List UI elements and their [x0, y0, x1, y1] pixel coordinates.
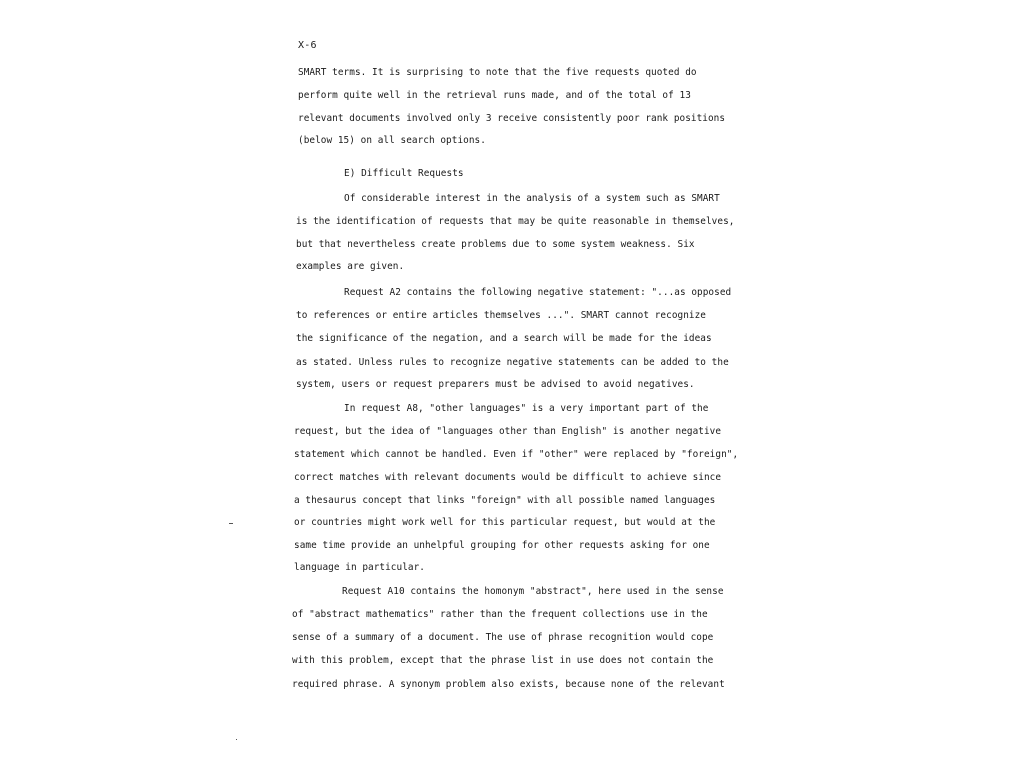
text-line: examples are given.: [296, 261, 405, 272]
text-line: or countries might work well for this particular request, but would at the: [294, 517, 716, 528]
text-line: with this problem, except that the phrase list in use does not contain the: [292, 655, 714, 666]
text-line: sense of a summary of a document. The use of phrase recognition would cope: [292, 632, 714, 643]
section-heading: E) Difficult Requests: [344, 168, 464, 179]
text-line: (below 15) on all search options.: [298, 135, 486, 146]
text-line: statement which cannot be handled. Even if "other" were replaced by "foreign",: [294, 449, 739, 460]
text-line: Request A2 contains the following negative statement: "...as opposed: [344, 287, 732, 298]
text-line: Of considerable interest in the analysis of a system such as SMART: [344, 193, 720, 204]
text-line: relevant documents involved only 3 receive consistently poor rank positions: [298, 113, 726, 124]
text-line: required phrase. A synonym problem also exists, because none of the relevant: [292, 679, 725, 690]
text-line: request, but the idea of "languages other than English" is another negative: [294, 426, 722, 437]
text-line: but that nevertheless create problems due to some system weakness. Six: [296, 239, 695, 250]
text-line: the significance of the negation, and a search will be made for the ideas: [296, 333, 712, 344]
text-line: Request A10 contains the homonym "abstract", here used in the sense: [342, 586, 724, 597]
text-line: of "abstract mathematics" rather than the frequent collections use in the: [292, 609, 708, 620]
scan-speck: [236, 739, 237, 740]
text-line: SMART terms. It is surprising to note that the five requests quoted do: [298, 67, 697, 78]
text-line: language in particular.: [294, 562, 425, 573]
text-line: system, users or request preparers must be advised to avoid negatives.: [296, 379, 695, 390]
text-line: to references or entire articles themselves ...". SMART cannot recognize: [296, 310, 706, 321]
text-line: a thesaurus concept that links "foreign" with all possible named languages: [294, 495, 716, 506]
text-line: same time provide an unhelpful grouping for other requests asking for one: [294, 540, 710, 551]
text-line: is the identification of requests that may be quite reasonable in themselves,: [296, 216, 735, 227]
text-line: correct matches with relevant documents would be difficult to achieve since: [294, 472, 722, 483]
page-number: X-6: [298, 40, 317, 51]
text-line: as stated. Unless rules to recognize negative statements can be added to the: [296, 357, 729, 368]
text-line: perform quite well in the retrieval runs made, and of the total of 13: [298, 90, 691, 101]
scan-speck: [229, 523, 233, 524]
text-line: In request A8, "other languages" is a very important part of the: [344, 403, 709, 414]
